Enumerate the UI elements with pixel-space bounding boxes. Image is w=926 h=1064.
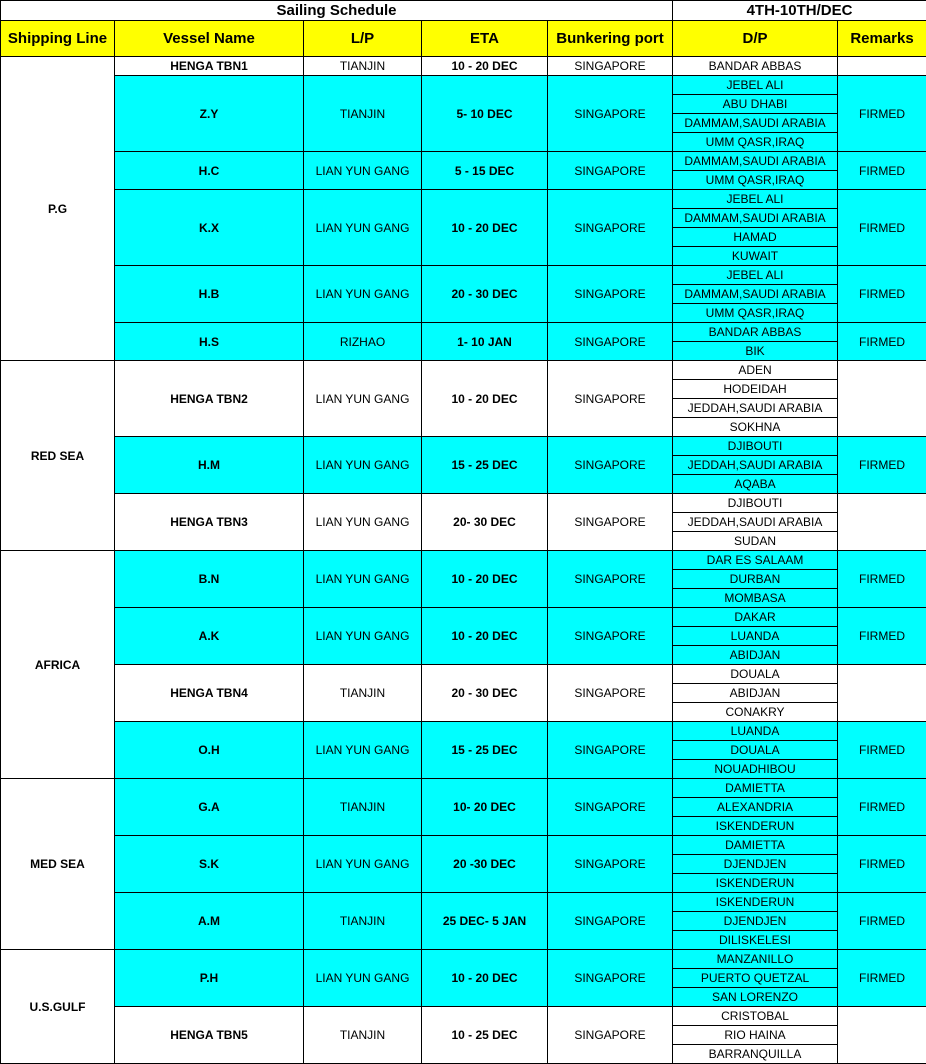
discharge-port-cell: JEBEL ALI: [673, 76, 838, 95]
eta-cell: 10- 20 DEC: [422, 779, 548, 836]
eta-cell: 15 - 25 DEC: [422, 722, 548, 779]
vessel-name-cell: A.K: [115, 608, 304, 665]
discharge-port-cell: UMM QASR,IRAQ: [673, 171, 838, 190]
shipping-line-cell: U.S.GULF: [1, 950, 115, 1064]
vessel-name-cell: K.X: [115, 190, 304, 266]
remarks-cell: [838, 1007, 926, 1064]
discharge-port-cell: DJENDJEN: [673, 912, 838, 931]
table-row: [1, 437, 926, 456]
discharge-port-cell: ISKENDERUN: [673, 893, 838, 912]
discharge-port-cell: DAMMAM,SAUDI ARABIA: [673, 285, 838, 304]
vessel-name-cell: S.K: [115, 836, 304, 893]
discharge-port-cell: RIO HAINA: [673, 1026, 838, 1045]
bunkering-port-cell: SINGAPORE: [548, 57, 673, 76]
discharge-port-cell: UMM QASR,IRAQ: [673, 133, 838, 152]
discharge-port-cell: JEDDAH,SAUDI ARABIA: [673, 456, 838, 475]
shipping-line-cell: MED SEA: [1, 779, 115, 950]
bunkering-port-cell: SINGAPORE: [548, 1007, 673, 1064]
header-row: [1, 21, 926, 57]
bunkering-port-cell: SINGAPORE: [548, 608, 673, 665]
discharge-port-cell: BANDAR ABBAS: [673, 57, 838, 76]
loading-port-cell: LIAN YUN GANG: [304, 190, 422, 266]
table-row: [1, 266, 926, 285]
title-row: [1, 1, 926, 21]
remarks-cell: FIRMED: [838, 551, 926, 608]
vessel-name-cell: H.M: [115, 437, 304, 494]
eta-cell: 10 - 20 DEC: [422, 950, 548, 1007]
loading-port-cell: LIAN YUN GANG: [304, 437, 422, 494]
remarks-cell: FIRMED: [838, 779, 926, 836]
header-remarks: Remarks: [838, 21, 926, 57]
loading-port-cell: LIAN YUN GANG: [304, 950, 422, 1007]
bunkering-port-cell: SINGAPORE: [548, 950, 673, 1007]
bunkering-port-cell: SINGAPORE: [548, 722, 673, 779]
header-bunkering-port: Bunkering port: [548, 21, 673, 57]
date-range-title: 4TH-10TH/DEC: [673, 1, 926, 21]
table-row: [1, 152, 926, 171]
loading-port-cell: LIAN YUN GANG: [304, 722, 422, 779]
table-row: [1, 950, 926, 969]
vessel-name-cell: HENGA TBN2: [115, 361, 304, 437]
loading-port-cell: LIAN YUN GANG: [304, 494, 422, 551]
vessel-name-cell: HENGA TBN5: [115, 1007, 304, 1064]
table-row: [1, 323, 926, 342]
loading-port-cell: LIAN YUN GANG: [304, 152, 422, 190]
discharge-port-cell: NOUADHIBOU: [673, 760, 838, 779]
discharge-port-cell: BARRANQUILLA: [673, 1045, 838, 1064]
loading-port-cell: LIAN YUN GANG: [304, 551, 422, 608]
remarks-cell: FIRMED: [838, 76, 926, 152]
discharge-port-cell: DAR ES SALAAM: [673, 551, 838, 570]
table-row: [1, 608, 926, 627]
table-row: [1, 893, 926, 912]
discharge-port-cell: MOMBASA: [673, 589, 838, 608]
discharge-port-cell: JEBEL ALI: [673, 266, 838, 285]
header-shipping-line: Shipping Line: [1, 21, 115, 57]
loading-port-cell: LIAN YUN GANG: [304, 361, 422, 437]
loading-port-cell: LIAN YUN GANG: [304, 836, 422, 893]
remarks-cell: FIRMED: [838, 266, 926, 323]
discharge-port-cell: HAMAD: [673, 228, 838, 247]
eta-cell: 15 - 25 DEC: [422, 437, 548, 494]
discharge-port-cell: JEDDAH,SAUDI ARABIA: [673, 399, 838, 418]
shipping-line-cell: P.G: [1, 57, 115, 361]
bunkering-port-cell: SINGAPORE: [548, 665, 673, 722]
discharge-port-cell: SUDAN: [673, 532, 838, 551]
loading-port-cell: TIANJIN: [304, 1007, 422, 1064]
remarks-cell: [838, 665, 926, 722]
eta-cell: 25 DEC- 5 JAN: [422, 893, 548, 950]
table-row: [1, 1007, 926, 1026]
vessel-name-cell: Z.Y: [115, 76, 304, 152]
eta-cell: 20 - 30 DEC: [422, 266, 548, 323]
discharge-port-cell: MANZANILLO: [673, 950, 838, 969]
eta-cell: 20- 30 DEC: [422, 494, 548, 551]
discharge-port-cell: DJIBOUTI: [673, 494, 838, 513]
loading-port-cell: TIANJIN: [304, 76, 422, 152]
remarks-cell: FIRMED: [838, 608, 926, 665]
eta-cell: 10 - 20 DEC: [422, 190, 548, 266]
discharge-port-cell: HODEIDAH: [673, 380, 838, 399]
vessel-name-cell: O.H: [115, 722, 304, 779]
vessel-name-cell: HENGA TBN1: [115, 57, 304, 76]
discharge-port-cell: DAMMAM,SAUDI ARABIA: [673, 209, 838, 228]
remarks-cell: [838, 57, 926, 76]
eta-cell: 5- 10 DEC: [422, 76, 548, 152]
header-dp: D/P: [673, 21, 838, 57]
table-row: [1, 57, 926, 76]
discharge-port-cell: DJIBOUTI: [673, 437, 838, 456]
shipping-line-cell: RED SEA: [1, 361, 115, 551]
discharge-port-cell: BIK: [673, 342, 838, 361]
bunkering-port-cell: SINGAPORE: [548, 779, 673, 836]
discharge-port-cell: CONAKRY: [673, 703, 838, 722]
discharge-port-cell: LUANDA: [673, 627, 838, 646]
remarks-cell: FIRMED: [838, 893, 926, 950]
table-row: [1, 190, 926, 209]
table-row: [1, 76, 926, 95]
discharge-port-cell: LUANDA: [673, 722, 838, 741]
discharge-port-cell: AQABA: [673, 475, 838, 494]
table-row: [1, 551, 926, 570]
table-row: [1, 836, 926, 855]
eta-cell: 5 - 15 DEC: [422, 152, 548, 190]
eta-cell: 20 - 30 DEC: [422, 665, 548, 722]
shipping-line-cell: AFRICA: [1, 551, 115, 779]
bunkering-port-cell: SINGAPORE: [548, 836, 673, 893]
bunkering-port-cell: SINGAPORE: [548, 323, 673, 361]
remarks-cell: [838, 361, 926, 437]
vessel-name-cell: HENGA TBN4: [115, 665, 304, 722]
remarks-cell: FIRMED: [838, 950, 926, 1007]
eta-cell: 1- 10 JAN: [422, 323, 548, 361]
eta-cell: 10 - 20 DEC: [422, 361, 548, 437]
vessel-name-cell: HENGA TBN3: [115, 494, 304, 551]
loading-port-cell: TIANJIN: [304, 893, 422, 950]
bunkering-port-cell: SINGAPORE: [548, 551, 673, 608]
discharge-port-cell: DAMIETTA: [673, 836, 838, 855]
discharge-port-cell: ISKENDERUN: [673, 817, 838, 836]
table-row: [1, 665, 926, 684]
loading-port-cell: TIANJIN: [304, 57, 422, 76]
remarks-cell: FIRMED: [838, 437, 926, 494]
header-eta: ETA: [422, 21, 548, 57]
discharge-port-cell: ABU DHABI: [673, 95, 838, 114]
discharge-port-cell: KUWAIT: [673, 247, 838, 266]
discharge-port-cell: SOKHNA: [673, 418, 838, 437]
sheet-title: Sailing Schedule: [1, 1, 673, 21]
discharge-port-cell: DOUALA: [673, 665, 838, 684]
discharge-port-cell: ABIDJAN: [673, 646, 838, 665]
table-row: [1, 494, 926, 513]
discharge-port-cell: ABIDJAN: [673, 684, 838, 703]
discharge-port-cell: BANDAR ABBAS: [673, 323, 838, 342]
bunkering-port-cell: SINGAPORE: [548, 152, 673, 190]
header-lp: L/P: [304, 21, 422, 57]
table-row: [1, 722, 926, 741]
loading-port-cell: TIANJIN: [304, 779, 422, 836]
remarks-cell: FIRMED: [838, 836, 926, 893]
bunkering-port-cell: SINGAPORE: [548, 494, 673, 551]
eta-cell: 20 -30 DEC: [422, 836, 548, 893]
eta-cell: 10 - 20 DEC: [422, 57, 548, 76]
bunkering-port-cell: SINGAPORE: [548, 437, 673, 494]
discharge-port-cell: DOUALA: [673, 741, 838, 760]
discharge-port-cell: ALEXANDRIA: [673, 798, 838, 817]
table-row: [1, 361, 926, 380]
remarks-cell: FIRMED: [838, 323, 926, 361]
remarks-cell: FIRMED: [838, 190, 926, 266]
vessel-name-cell: H.B: [115, 266, 304, 323]
discharge-port-cell: DILISKELESI: [673, 931, 838, 950]
vessel-name-cell: H.C: [115, 152, 304, 190]
discharge-port-cell: ISKENDERUN: [673, 874, 838, 893]
eta-cell: 10 - 20 DEC: [422, 551, 548, 608]
discharge-port-cell: UMM QASR,IRAQ: [673, 304, 838, 323]
discharge-port-cell: PUERTO QUETZAL: [673, 969, 838, 988]
eta-cell: 10 - 20 DEC: [422, 608, 548, 665]
table-row: [1, 779, 926, 798]
discharge-port-cell: DURBAN: [673, 570, 838, 589]
remarks-cell: FIRMED: [838, 152, 926, 190]
discharge-port-cell: DAKAR: [673, 608, 838, 627]
remarks-cell: FIRMED: [838, 722, 926, 779]
vessel-name-cell: P.H: [115, 950, 304, 1007]
discharge-port-cell: JEBEL ALI: [673, 190, 838, 209]
discharge-port-cell: ADEN: [673, 361, 838, 380]
loading-port-cell: LIAN YUN GANG: [304, 608, 422, 665]
bunkering-port-cell: SINGAPORE: [548, 76, 673, 152]
loading-port-cell: LIAN YUN GANG: [304, 266, 422, 323]
bunkering-port-cell: SINGAPORE: [548, 893, 673, 950]
vessel-name-cell: G.A: [115, 779, 304, 836]
loading-port-cell: RIZHAO: [304, 323, 422, 361]
discharge-port-cell: DAMIETTA: [673, 779, 838, 798]
discharge-port-cell: DAMMAM,SAUDI ARABIA: [673, 152, 838, 171]
bunkering-port-cell: SINGAPORE: [548, 361, 673, 437]
discharge-port-cell: DJENDJEN: [673, 855, 838, 874]
discharge-port-cell: JEDDAH,SAUDI ARABIA: [673, 513, 838, 532]
discharge-port-cell: CRISTOBAL: [673, 1007, 838, 1026]
eta-cell: 10 - 25 DEC: [422, 1007, 548, 1064]
remarks-cell: [838, 494, 926, 551]
discharge-port-cell: DAMMAM,SAUDI ARABIA: [673, 114, 838, 133]
loading-port-cell: TIANJIN: [304, 665, 422, 722]
vessel-name-cell: B.N: [115, 551, 304, 608]
vessel-name-cell: A.M: [115, 893, 304, 950]
discharge-port-cell: SAN LORENZO: [673, 988, 838, 1007]
bunkering-port-cell: SINGAPORE: [548, 190, 673, 266]
vessel-name-cell: H.S: [115, 323, 304, 361]
bunkering-port-cell: SINGAPORE: [548, 266, 673, 323]
header-vessel-name: Vessel Name: [115, 21, 304, 57]
